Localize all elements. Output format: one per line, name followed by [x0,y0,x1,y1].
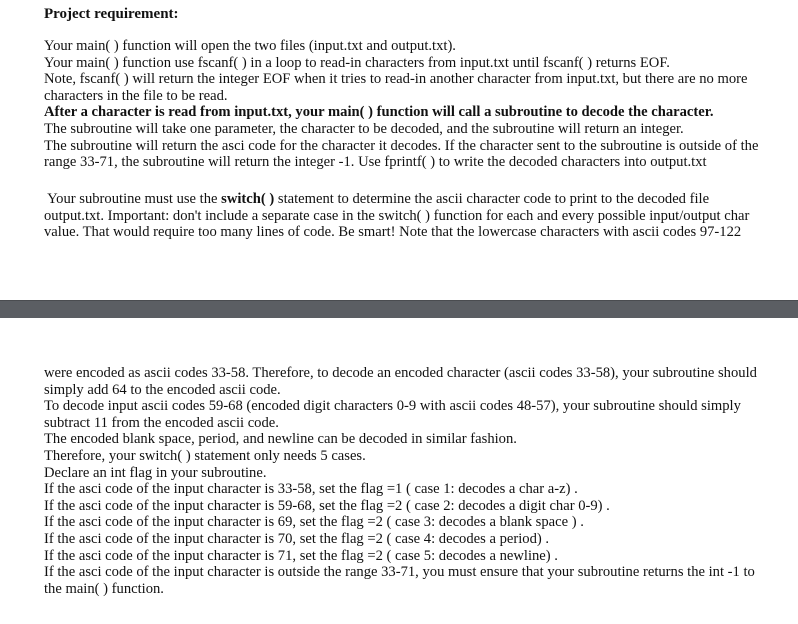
paragraph-2 [44,191,774,241]
text-line: characters in the file to be read. [44,87,228,104]
text-line: Your main( ) function use fscanf( ) in a loop to read-in characters from input.txt until fscanf( ) returns EOF. [44,54,670,71]
text-line: range 33-71, the subroutine will return the integer -1. Use fprintf( ) to write the decoded characters into output.txt [44,154,707,171]
document-page-bottom [0,318,798,624]
text-line: The encoded blank space, period, and newline can be decoded in similar fashion. [44,431,517,448]
text-line: Declare an int flag in your subroutine. [44,464,267,481]
text-line: The subroutine will take one parameter, the character to be decoded, and the subroutine will return an integer. [44,120,684,137]
text-line: the main( ) function. [44,580,164,597]
text-line: Your main( ) function will open the two files (input.txt and output.txt). [44,38,456,54]
text-fragment: Your subroutine must use the [44,191,222,207]
text-line-mixed [44,191,774,208]
page-separator-bar [0,300,798,320]
text-line: Note, fscanf( ) will return the integer EOF when it tries to read-in another character from input.txt, but there are no more [44,71,748,88]
paragraph-1 [44,38,774,171]
bold-text-line: After a character is read from input.txt, your main( ) function will call a subroutine to decode the character. [44,104,714,121]
text-line: If the asci code of the input character is 33-58, set the flag =1 ( case 1: decodes a char a-z) . [44,481,578,498]
text-line: output.txt. Important: don't include a separate case in the switch( ) function for each and every possible input/output char [44,207,750,224]
text-line: value. That would require too many lines of code. Be smart! Note that the lowercase characters with ascii codes 97-122 [44,224,742,241]
paragraph-3 [44,365,774,597]
text-line: Therefore, your switch( ) statement only needs 5 cases. [44,447,366,464]
switch-keyword: switch( ) [221,191,275,207]
text-line: subtract 11 from the encoded ascii code. [44,414,279,431]
text-fragment: statement to determine the ascii character code to print to the decoded file [274,191,710,207]
page-heading: Project requirement: [44,6,179,22]
text-line: If the asci code of the input character is 71, set the flag =2 ( case 5: decodes a newline) . [44,547,558,564]
text-line: If the asci code of the input character is 69, set the flag =2 ( case 3: decodes a blank space ) . [44,514,584,531]
text-line: If the asci code of the input character is 70, set the flag =2 ( case 4: decodes a period) . [44,530,550,547]
text-line: If the asci code of the input character is outside the range 33-71, you must ensure that your subroutine returns the int -1 to [44,564,755,581]
text-line: The subroutine will return the asci code for the character it decodes. If the character sent to the subroutine is outside of the [44,137,759,154]
text-line: If the asci code of the input character is 59-68, set the flag =2 ( case 2: decodes a digit char 0-9) . [44,497,610,514]
text-line: simply add 64 to the encoded ascii code. [44,381,281,398]
text-line: To decode input ascii codes 59-68 (encoded digit characters 0-9 with ascii codes 48-57), your subroutine should simply [44,398,741,415]
document-page-top [0,0,798,300]
text-line: were encoded as ascii codes 33-58. Therefore, to decode an encoded character (ascii codes 33-58), your subroutine should [44,365,757,381]
